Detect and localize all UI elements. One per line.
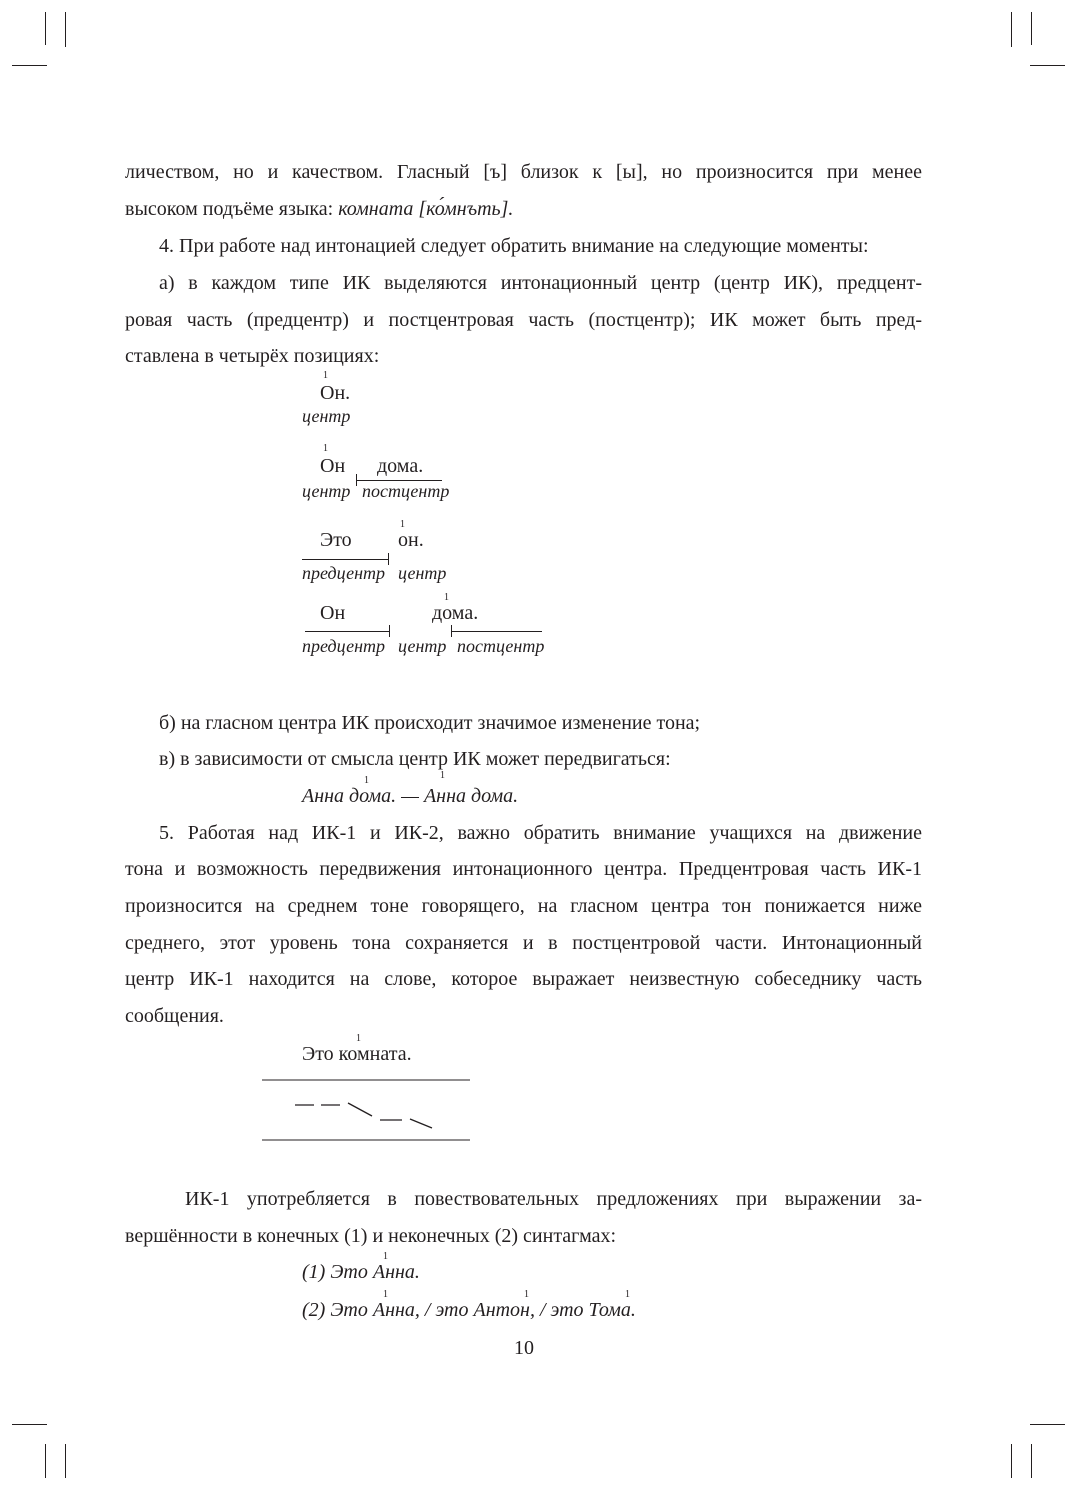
item-4a-line: а) в каждом типе ИК выделяются интонационный центр (центр ИК), предцент- [159,272,922,294]
postcenter-line [451,631,542,632]
crop-mark [45,1444,46,1478]
crop-mark [1030,1424,1065,1425]
item-4v: в) в зависимости от смысла центр ИК может передвигаться: [159,748,671,770]
label-center: центр [302,406,351,426]
example-center-shift [302,786,518,806]
item-5-line: сообщения. [125,1005,224,1027]
center-mark: 1 [364,775,369,786]
label-postcenter: постцентр [362,481,450,501]
ik1-paragraph-line: ИК-1 употребляется в повествовательных предложениях при выражении за- [185,1188,922,1210]
center-mark: 1 [356,1033,361,1044]
example-word: он. [398,529,424,551]
example-word: Он. [320,382,351,404]
center-mark: 1 [383,1251,388,1262]
precenter-line [302,559,389,560]
crop-mark [1031,12,1032,45]
item-5-line: среднего, этот уровень тона сохраняется и в постцентровой части. Интонационный [125,932,922,954]
label-center: центр [398,563,447,583]
example-part: Анна дома. [423,785,519,807]
body-text-line: личеством, но и качеством. Гласный [ъ] близок к [ы], но произносится при менее [125,161,922,183]
center-mark: 1 [323,370,328,381]
page-number: 10 [514,1337,534,1359]
item-4a-line: ровая часть (предцентр) и постцентровая часть (постцентр); ИК может быть пред- [125,309,922,331]
body-text-line [125,199,513,219]
item-number: 4. [159,235,174,257]
tone-contour [262,1078,472,1142]
item-5-line: тона и возможность передвижения интонационного центра. Предцентровая часть ИК-1 [125,858,922,880]
item-text: Работая над ИК-1 и ИК-2, важно обратить внимание учащихся на движение [187,822,923,844]
item-4a-line: ставлена в четырёх позициях: [125,345,380,367]
item-4b: б) на гласном центра ИК происходит значимое изменение тона; [159,712,701,734]
tone-fall [348,1103,372,1116]
item-4 [159,236,869,256]
example-word: дома. [432,602,479,624]
item-text: При работе над интонацией следует обратить внимание на следующие моменты: [179,235,869,257]
crop-mark [1031,1444,1032,1478]
item-5-line: произносится на среднем тоне говорящего, на гласном центра тон понижается ниже [125,895,922,917]
body-text-plain: высоком подъёме языка: [125,198,339,220]
item-5-line [159,823,922,843]
crop-mark [65,1444,66,1478]
center-mark: 1 [444,592,449,603]
crop-mark [12,65,47,66]
item-number: 5. [159,822,174,844]
center-mark: 1 [400,519,405,530]
example-word: Он [320,602,346,624]
crop-mark [65,12,66,47]
label-precenter: предцентр [302,563,386,583]
boundary-tick [388,553,389,565]
label-center: центр [398,636,447,656]
precenter-line [305,631,390,632]
tone-example-text: Это комната. [302,1043,412,1065]
ik1-example-final: (1) Это Анна. [302,1261,420,1283]
example-part: Анна дома. — [302,785,424,807]
item-5-line: центр ИК-1 находится на слове, которое выражает неизвестную собеседнику часть [125,968,922,990]
crop-mark [1030,65,1065,66]
label-postcenter: постцентр [457,636,545,656]
transcription-example: комната [ко́мнъть]. [338,198,514,220]
postcenter-line [356,480,442,481]
crop-mark [1011,12,1012,47]
center-mark: 1 [383,1289,388,1300]
crop-mark [1011,1444,1012,1478]
center-mark: 1 [440,770,445,781]
example-word: Он [320,455,346,477]
label-center: центр [302,481,351,501]
ik1-example-nonfinal: (2) Это Анна, / это Антон, / это Тома. [302,1299,636,1321]
ik1-paragraph-line: вершённости в конечных (1) и неконечных (2) синтагмах: [125,1225,617,1247]
tone-low-fall [410,1119,432,1128]
crop-mark [12,1424,47,1425]
crop-mark [45,12,46,45]
example-word: Это [320,529,352,551]
boundary-tick [389,625,390,637]
center-mark: 1 [625,1289,630,1300]
label-precenter: предцентр [302,636,386,656]
center-mark: 1 [323,443,328,454]
center-mark: 1 [524,1289,529,1300]
example-word: дома. [377,455,424,477]
